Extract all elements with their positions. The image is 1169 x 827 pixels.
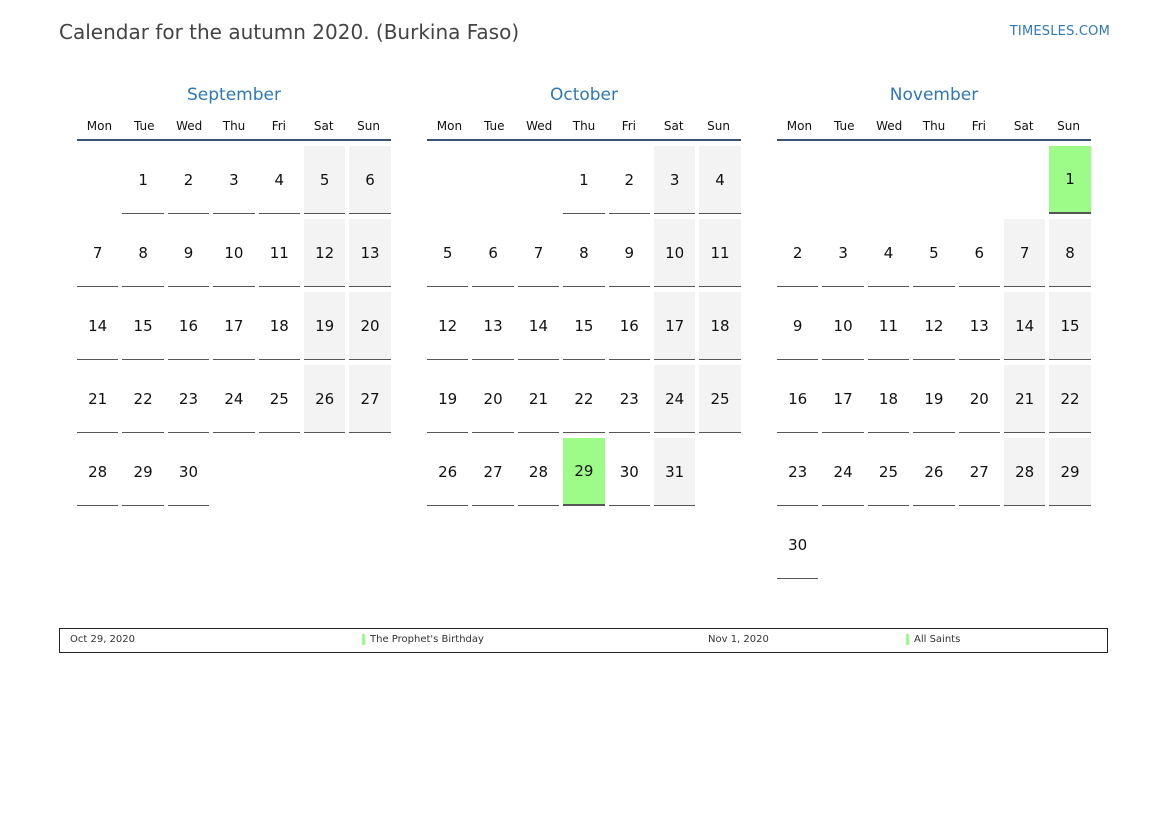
day-cell: 5 bbox=[304, 146, 345, 214]
day-cell: 4 bbox=[868, 219, 909, 287]
day-cell: 16 bbox=[609, 292, 650, 360]
day-cell: 18 bbox=[868, 365, 909, 433]
day-cell: 20 bbox=[959, 365, 1000, 433]
weekday-mon: Mon bbox=[86, 119, 113, 133]
day-cell: 11 bbox=[868, 292, 909, 360]
day-cell: 30 bbox=[168, 438, 209, 506]
weekday-sun: Sun bbox=[1057, 119, 1080, 133]
day-cell: 28 bbox=[1004, 438, 1045, 506]
day-grid bbox=[427, 146, 747, 511]
day-cell: 24 bbox=[213, 365, 254, 433]
day-cell: 30 bbox=[777, 511, 818, 579]
weekday-sat: Sat bbox=[663, 119, 684, 133]
holiday-day-cell: 29 bbox=[563, 438, 604, 506]
day-cell: 2 bbox=[777, 219, 818, 287]
empty-cell bbox=[77, 146, 118, 214]
day-cell: 6 bbox=[472, 219, 513, 287]
day-cell: 27 bbox=[349, 365, 390, 433]
legend-holiday-name: All Saints bbox=[914, 634, 961, 645]
month-title: November bbox=[889, 85, 979, 105]
day-cell: 13 bbox=[959, 292, 1000, 360]
day-cell: 3 bbox=[822, 219, 863, 287]
day-cell: 28 bbox=[77, 438, 118, 506]
day-cell: 22 bbox=[122, 365, 163, 433]
month-november bbox=[777, 80, 1097, 584]
day-cell: 1 bbox=[122, 146, 163, 214]
day-cell: 10 bbox=[654, 219, 695, 287]
empty-cell bbox=[822, 146, 863, 214]
day-cell: 12 bbox=[913, 292, 954, 360]
day-cell: 15 bbox=[122, 292, 163, 360]
weekday-wed: Wed bbox=[526, 119, 553, 133]
day-cell: 3 bbox=[213, 146, 254, 214]
empty-cell bbox=[472, 146, 513, 214]
day-cell: 6 bbox=[959, 219, 1000, 287]
month-october bbox=[427, 80, 747, 511]
day-cell: 17 bbox=[213, 292, 254, 360]
day-cell: 12 bbox=[304, 219, 345, 287]
weekday-sat: Sat bbox=[1013, 119, 1034, 133]
day-cell: 9 bbox=[168, 219, 209, 287]
day-cell: 4 bbox=[699, 146, 740, 214]
day-cell: 21 bbox=[77, 365, 118, 433]
day-cell: 10 bbox=[822, 292, 863, 360]
day-cell: 26 bbox=[304, 365, 345, 433]
day-cell: 8 bbox=[563, 219, 604, 287]
day-cell: 28 bbox=[518, 438, 559, 506]
day-cell: 6 bbox=[349, 146, 390, 214]
weekday-sun: Sun bbox=[707, 119, 730, 133]
day-cell: 23 bbox=[168, 365, 209, 433]
day-cell: 18 bbox=[699, 292, 740, 360]
day-cell: 22 bbox=[1049, 365, 1090, 433]
day-cell: 27 bbox=[959, 438, 1000, 506]
legend-holiday-name: The Prophet's Birthday bbox=[370, 634, 484, 645]
holiday-legend bbox=[59, 628, 1108, 653]
empty-cell bbox=[868, 146, 909, 214]
weekday-fri: Fri bbox=[971, 119, 987, 133]
day-cell: 18 bbox=[259, 292, 300, 360]
day-cell: 8 bbox=[122, 219, 163, 287]
weekday-thu: Thu bbox=[922, 119, 946, 133]
day-cell: 25 bbox=[699, 365, 740, 433]
day-cell: 4 bbox=[259, 146, 300, 214]
empty-cell bbox=[959, 146, 1000, 214]
day-cell: 16 bbox=[777, 365, 818, 433]
legend-date: Nov 1, 2020 bbox=[708, 634, 769, 645]
day-cell: 13 bbox=[349, 219, 390, 287]
day-grid bbox=[77, 146, 397, 511]
day-cell: 20 bbox=[349, 292, 390, 360]
day-cell: 29 bbox=[122, 438, 163, 506]
day-cell: 12 bbox=[427, 292, 468, 360]
day-cell: 15 bbox=[1049, 292, 1090, 360]
day-cell: 14 bbox=[1004, 292, 1045, 360]
day-cell: 5 bbox=[913, 219, 954, 287]
weekday-tue: Tue bbox=[134, 119, 155, 133]
empty-cell bbox=[777, 146, 818, 214]
day-cell: 20 bbox=[472, 365, 513, 433]
weekday-header bbox=[427, 113, 741, 141]
weekday-wed: Wed bbox=[876, 119, 903, 133]
page-title: Calendar for the autumn 2020. (Burkina Faso) bbox=[59, 20, 520, 44]
day-cell: 14 bbox=[518, 292, 559, 360]
day-cell: 16 bbox=[168, 292, 209, 360]
day-cell: 24 bbox=[654, 365, 695, 433]
day-cell: 23 bbox=[609, 365, 650, 433]
day-cell: 17 bbox=[654, 292, 695, 360]
month-title: September bbox=[187, 85, 281, 105]
empty-cell bbox=[518, 146, 559, 214]
weekday-tue: Tue bbox=[484, 119, 505, 133]
day-cell: 15 bbox=[563, 292, 604, 360]
day-cell: 17 bbox=[822, 365, 863, 433]
day-cell: 2 bbox=[168, 146, 209, 214]
day-cell: 10 bbox=[213, 219, 254, 287]
weekday-fri: Fri bbox=[621, 119, 637, 133]
day-cell: 31 bbox=[654, 438, 695, 506]
day-grid bbox=[777, 146, 1097, 584]
day-cell: 21 bbox=[1004, 365, 1045, 433]
weekday-sun: Sun bbox=[357, 119, 380, 133]
day-cell: 26 bbox=[913, 438, 954, 506]
weekday-sat: Sat bbox=[313, 119, 334, 133]
day-cell: 25 bbox=[868, 438, 909, 506]
day-cell: 11 bbox=[259, 219, 300, 287]
day-cell: 14 bbox=[77, 292, 118, 360]
day-cell: 27 bbox=[472, 438, 513, 506]
weekday-wed: Wed bbox=[176, 119, 203, 133]
day-cell: 7 bbox=[518, 219, 559, 287]
day-cell: 5 bbox=[427, 219, 468, 287]
empty-cell bbox=[427, 146, 468, 214]
weekday-mon: Mon bbox=[436, 119, 463, 133]
day-cell: 19 bbox=[427, 365, 468, 433]
month-september bbox=[77, 80, 397, 511]
weekday-tue: Tue bbox=[834, 119, 855, 133]
day-cell: 25 bbox=[259, 365, 300, 433]
holiday-swatch bbox=[362, 634, 365, 645]
day-cell: 9 bbox=[777, 292, 818, 360]
weekday-thu: Thu bbox=[222, 119, 246, 133]
site-link[interactable]: TIMESLES.COM bbox=[1009, 24, 1110, 39]
weekday-fri: Fri bbox=[271, 119, 287, 133]
day-cell: 13 bbox=[472, 292, 513, 360]
empty-cell bbox=[1004, 146, 1045, 214]
month-title: October bbox=[549, 85, 619, 105]
day-cell: 30 bbox=[609, 438, 650, 506]
day-cell: 29 bbox=[1049, 438, 1090, 506]
day-cell: 22 bbox=[563, 365, 604, 433]
holiday-day-cell: 1 bbox=[1049, 146, 1090, 214]
day-cell: 3 bbox=[654, 146, 695, 214]
weekday-thu: Thu bbox=[572, 119, 596, 133]
legend-date: Oct 29, 2020 bbox=[70, 634, 135, 645]
empty-cell bbox=[913, 146, 954, 214]
weekday-header bbox=[77, 113, 391, 141]
day-cell: 23 bbox=[777, 438, 818, 506]
weekday-mon: Mon bbox=[786, 119, 813, 133]
day-cell: 9 bbox=[609, 219, 650, 287]
day-cell: 2 bbox=[609, 146, 650, 214]
day-cell: 26 bbox=[427, 438, 468, 506]
day-cell: 19 bbox=[304, 292, 345, 360]
day-cell: 7 bbox=[77, 219, 118, 287]
day-cell: 1 bbox=[563, 146, 604, 214]
day-cell: 21 bbox=[518, 365, 559, 433]
holiday-swatch bbox=[906, 634, 909, 645]
day-cell: 11 bbox=[699, 219, 740, 287]
day-cell: 19 bbox=[913, 365, 954, 433]
day-cell: 24 bbox=[822, 438, 863, 506]
day-cell: 8 bbox=[1049, 219, 1090, 287]
weekday-header bbox=[777, 113, 1091, 141]
day-cell: 7 bbox=[1004, 219, 1045, 287]
